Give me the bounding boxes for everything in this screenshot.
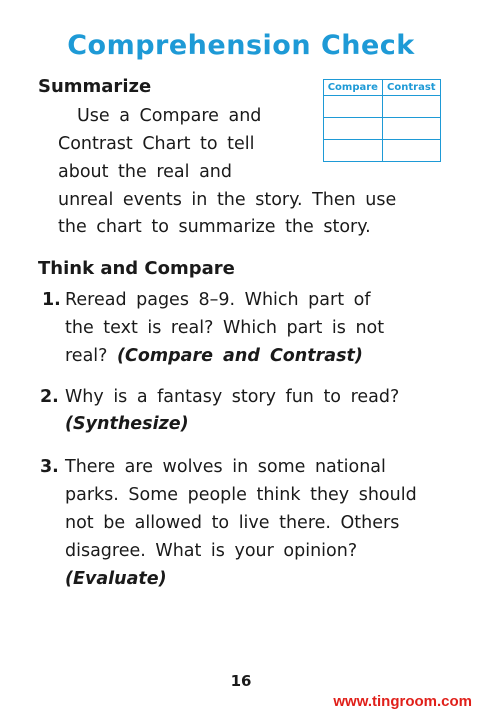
chart-cell: [324, 140, 383, 162]
question-line: disagree. What is your opinion?: [65, 541, 358, 561]
question-line: the text is real? Which part is not: [65, 318, 385, 338]
question-skill: (Synthesize): [65, 414, 189, 434]
summarize-line: Use a Compare and: [77, 106, 262, 126]
question-line: Why is a fantasy story fun to read?: [65, 387, 400, 407]
summarize-line: about the real and: [58, 162, 232, 182]
question-line: There are wolves in some national: [65, 457, 386, 477]
chart-cell: [324, 96, 383, 118]
compare-contrast-chart: [323, 79, 441, 162]
question-number: 2.: [40, 387, 59, 407]
summarize-line: Contrast Chart to tell: [58, 134, 255, 154]
chart-cell: [382, 140, 440, 162]
question-line: Reread pages 8–9. Which part of: [65, 290, 371, 310]
chart-row: [324, 140, 441, 162]
summarize-heading: Summarize: [38, 76, 152, 97]
summarize-line: unreal events in the story. Then use: [58, 190, 397, 210]
chart-header-compare: Compare: [324, 80, 383, 96]
chart-row: [324, 118, 441, 140]
question-number: 3.: [40, 457, 59, 477]
chart-header-contrast: Contrast: [382, 80, 440, 96]
chart-cell: [382, 118, 440, 140]
question-skill: (Evaluate): [65, 569, 167, 589]
chart-cell: [324, 118, 383, 140]
question-text: real?: [65, 346, 108, 366]
question-line: parks. Some people think they should: [65, 485, 417, 505]
chart-cell: [382, 96, 440, 118]
chart-row: [324, 96, 441, 118]
question-number: 1.: [42, 290, 61, 310]
summarize-line: the chart to summarize the story.: [58, 217, 371, 237]
think-compare-heading: Think and Compare: [38, 258, 235, 279]
question-skill: (Compare and Contrast): [117, 346, 363, 366]
watermark: www.tingroom.com: [333, 693, 472, 710]
page-title: Comprehension Check: [67, 30, 415, 61]
question-line-with-skill: [65, 342, 363, 370]
page-number: 16: [230, 672, 252, 690]
question-line: not be allowed to live there. Others: [65, 513, 400, 533]
